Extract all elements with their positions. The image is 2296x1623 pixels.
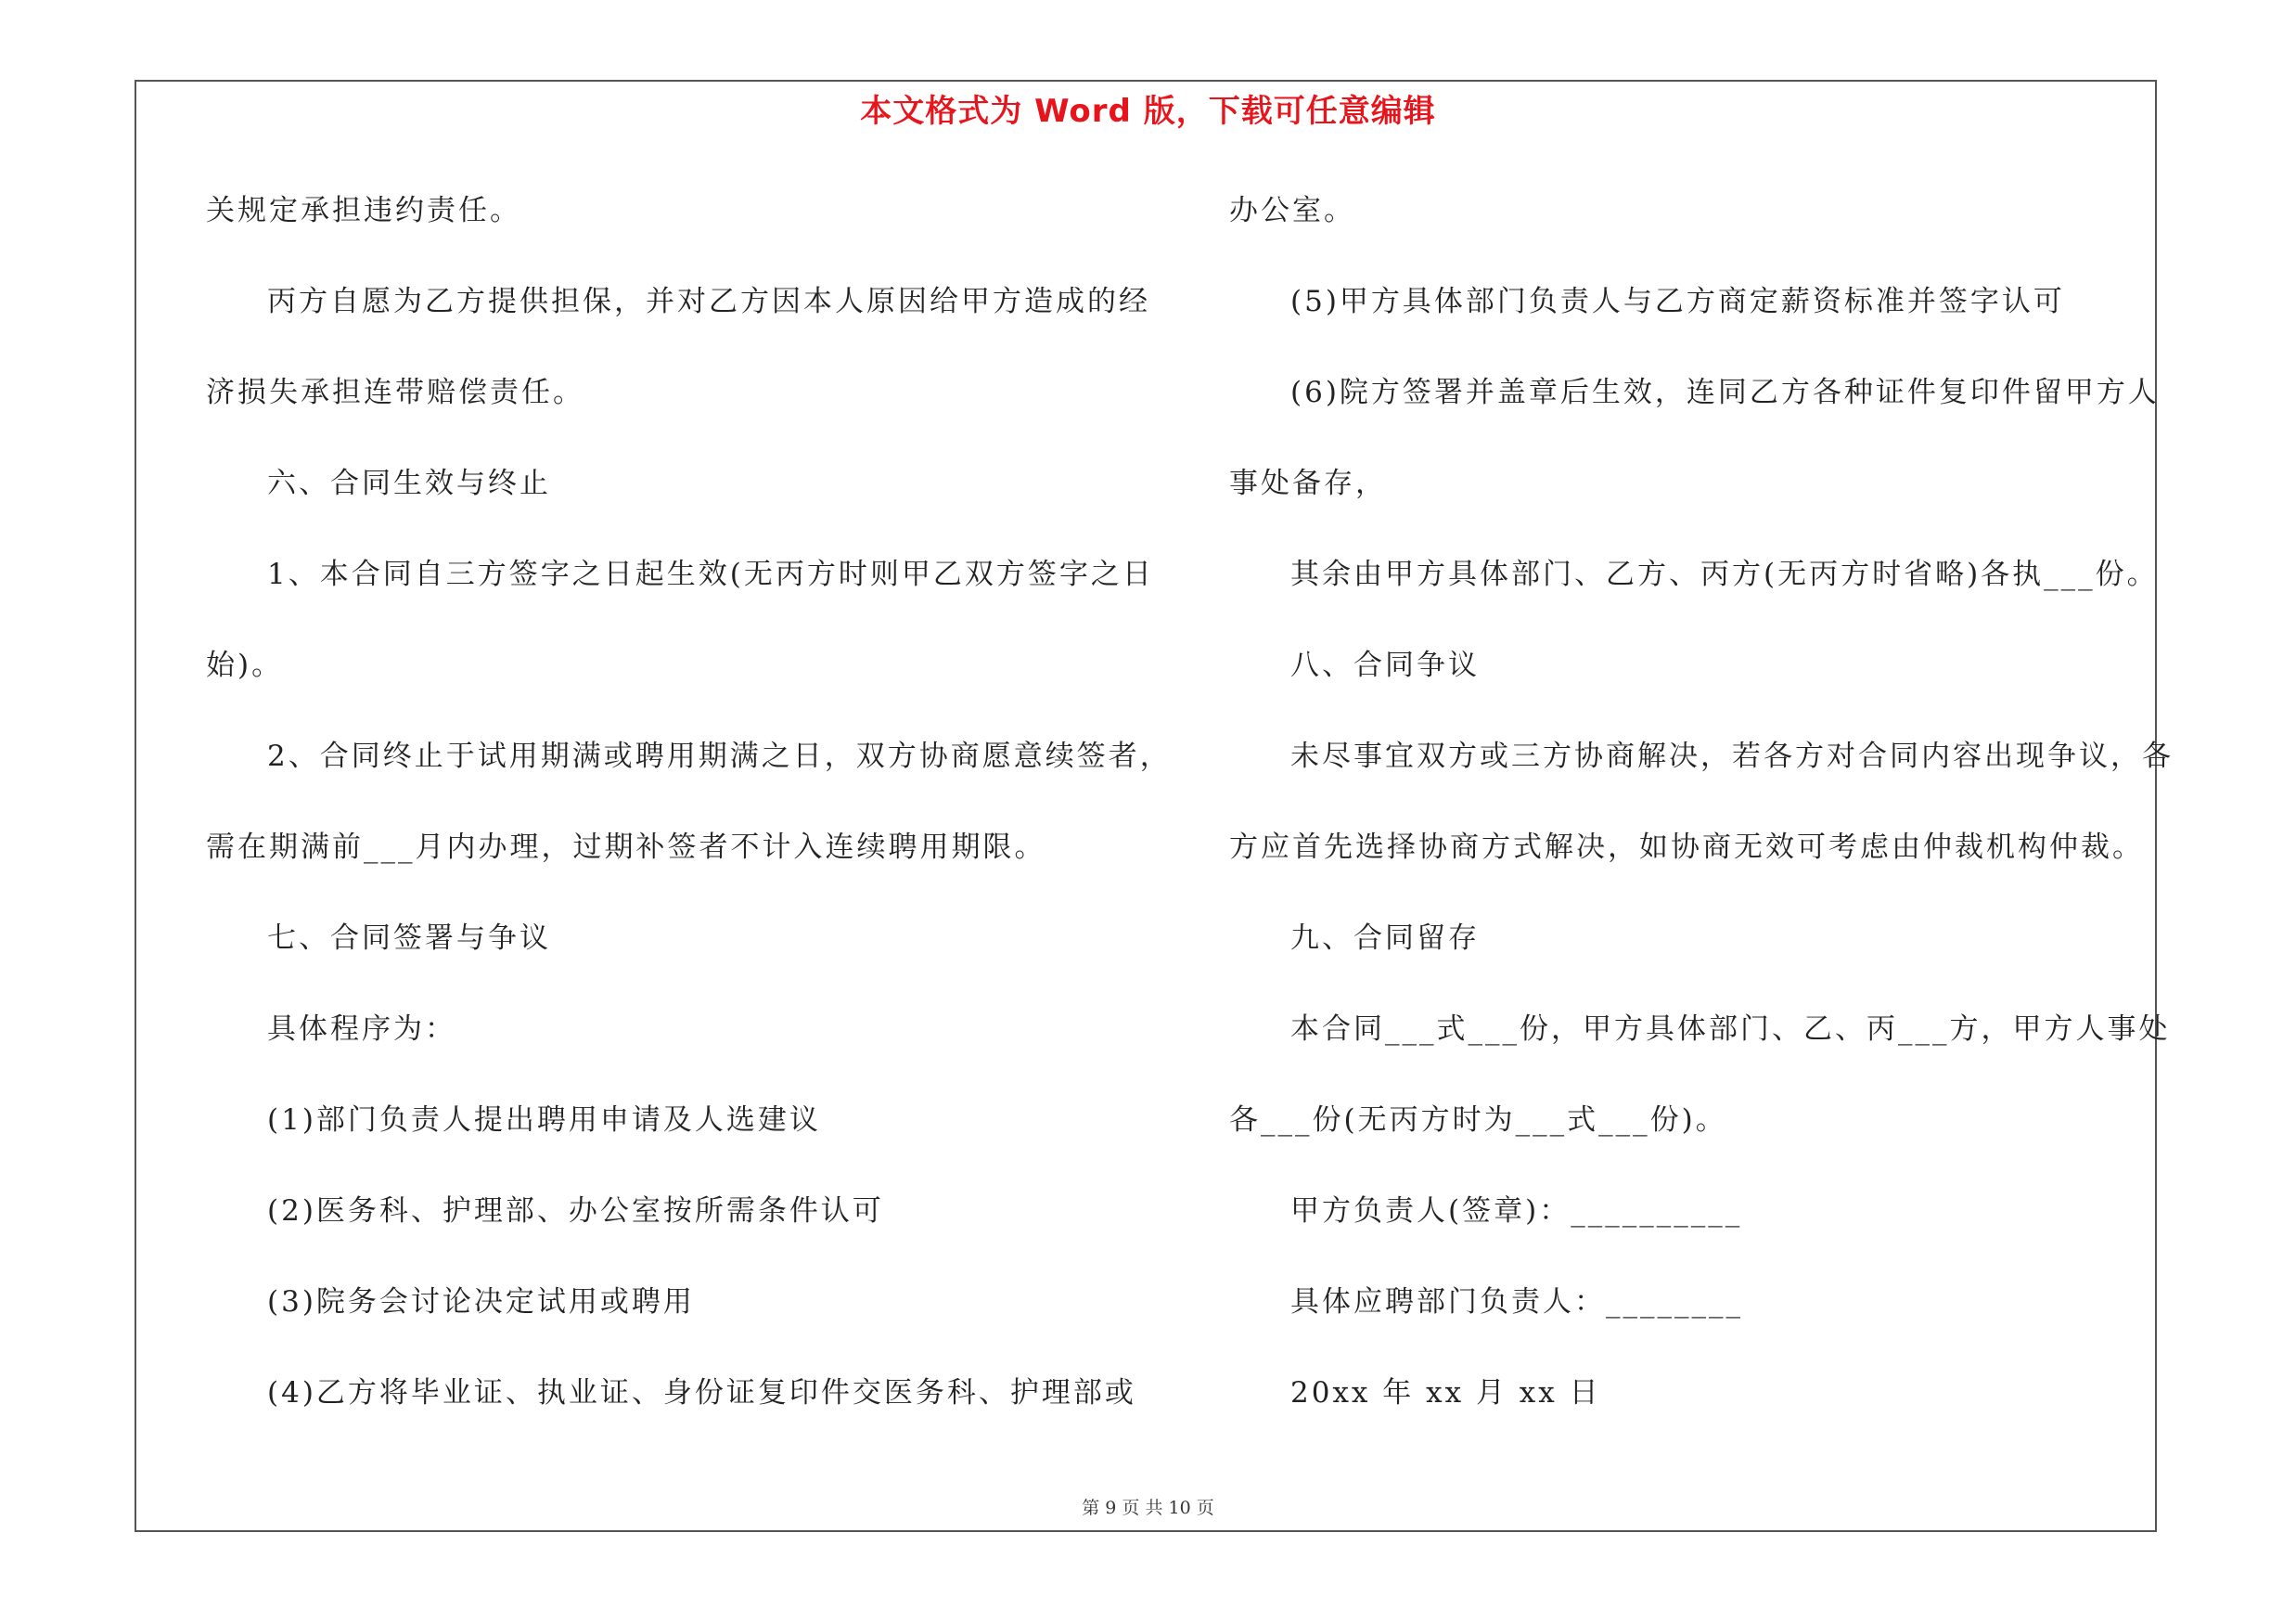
left-column-paragraph-line: 关规定承担违约责任。 <box>206 194 521 227</box>
right-column-paragraph-line: 具体应聘部门负责人：________ <box>1290 1285 1743 1319</box>
left-column-paragraph-line: 1、本合同自三方签字之日起生效(无丙方时则甲乙双方签字之日 <box>267 558 1154 591</box>
right-column-paragraph-line: 方应首先选择协商方式解决，如协商无效可考虑由仲裁机构仲裁。 <box>1229 831 2144 864</box>
left-column <box>206 184 1171 1457</box>
left-column-paragraph-line: (3)院务会讨论决定试用或聘用 <box>267 1285 695 1319</box>
right-column-paragraph-line: 事处备存， <box>1229 467 1387 500</box>
left-column-paragraph-line: 始)。 <box>206 649 284 682</box>
right-column-paragraph-line: 八、合同争议 <box>1290 649 1480 682</box>
left-column-paragraph-line: 具体程序为： <box>267 1012 456 1046</box>
right-column-paragraph-line: 20xx 年 xx 月 xx 日 <box>1290 1376 1601 1410</box>
left-column-paragraph-line: 2、合同终止于试用期满或聘用期满之日，双方协商愿意续签者， <box>267 740 1172 773</box>
page-footer: 第 9 页 共 10 页 <box>1082 1498 1214 1518</box>
left-column-paragraph-line: 济损失承担连带赔偿责任。 <box>206 376 584 409</box>
right-column-paragraph-line: 其余由甲方具体部门、乙方、丙方(无丙方时省略)各执___份。 <box>1290 558 2159 591</box>
header-title: 本文格式为 Word 版，下载可任意编辑 <box>860 93 1436 130</box>
right-column-paragraph-line: 办公室。 <box>1229 194 1355 227</box>
left-column-paragraph-line: 六、合同生效与终止 <box>267 467 551 500</box>
left-column-paragraph-line: (1)部门负责人提出聘用申请及人选建议 <box>267 1103 821 1137</box>
right-column-paragraph-line: (5)甲方具体部门负责人与乙方商定薪资标准并签字认可 <box>1290 285 2065 318</box>
right-column-paragraph-line: 各___份(无丙方时为___式___份)。 <box>1229 1103 1727 1137</box>
left-column-paragraph-line: 七、合同签署与争议 <box>267 921 551 955</box>
right-column <box>1229 184 2174 1457</box>
left-column-paragraph-line: (4)乙方将毕业证、执业证、身份证复印件交医务科、护理部或 <box>267 1376 1136 1410</box>
right-column-paragraph-line: 九、合同留存 <box>1290 921 1480 955</box>
left-column-paragraph-line: (2)医务科、护理部、办公室按所需条件认可 <box>267 1194 884 1228</box>
right-column-paragraph-line: 未尽事宜双方或三方协商解决，若各方对合同内容出现争议，各 <box>1290 740 2174 773</box>
left-column-paragraph-line: 需在期满前___月内办理，过期补签者不计入连续聘用期限。 <box>206 831 1046 864</box>
right-column-paragraph-line: (6)院方签署并盖章后生效，连同乙方各种证件复印件留甲方人 <box>1290 376 2160 409</box>
left-column-paragraph-line: 丙方自愿为乙方提供担保，并对乙方因本人原因给甲方造成的经 <box>267 285 1150 318</box>
right-column-paragraph-line: 甲方负责人(签章)：__________ <box>1290 1194 1743 1228</box>
right-column-paragraph-line: 本合同___式___份，甲方具体部门、乙、丙___方，甲方人事处 <box>1290 1012 2171 1046</box>
